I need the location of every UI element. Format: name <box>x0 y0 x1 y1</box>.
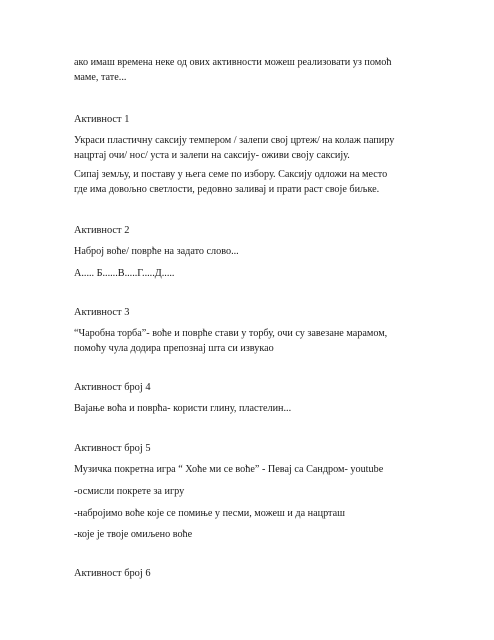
activity-5-line-1: Музичка покретна игра “ Хоће ми се воће” - Певај са Сандром- youtube <box>74 464 384 475</box>
activity-2-line-2: А..... Б......В.....Г.....Д..... <box>74 268 175 279</box>
activity-2-line-1: Наброј воће/ поврће на задато слово... <box>74 246 239 257</box>
activity-3-line-2: помоћу чула додира препознај шта си извукао <box>74 342 274 354</box>
activity-1-paragraph-1 <box>74 134 446 163</box>
activity-3-line-1: “Чаробна торба”- воће и поврће стави у торбу, очи су завезане марамом, <box>74 328 388 339</box>
activity-6-heading: Активност број 6 <box>74 568 151 579</box>
activity-1-p1-line-1: Украси пластичну саксију темпером / залепи свој цртеж/ на колаж папиру <box>74 135 395 146</box>
activity-4-heading: Активност број 4 <box>74 382 151 393</box>
activity-5-line-3: -набројимо воће које се помиње у песми, можеш и да нацрташ <box>74 508 345 519</box>
activity-1-p1-line-2: нацртај очи/ нос/ уста и залепи на саксију- оживи своју саксију. <box>74 149 350 161</box>
activity-2-heading: Активност 2 <box>74 225 130 236</box>
intro-line-1: ако имаш времена неке од ових активности можеш реализовати уз помоћ <box>74 57 392 68</box>
activity-5-line-2: -осмисли покрете за игру <box>74 486 185 497</box>
activity-1-paragraph-2 <box>74 168 446 197</box>
activity-5-line-4: -које је твоје омиљено воће <box>74 529 193 540</box>
activity-1-p2-line-1: Сипај земљу, и поставу у њега семе по избору. Саксију одложи на место <box>74 169 388 180</box>
activity-1-p2-line-2: где има довољно светлости, редовно заливај и прати раст своје биљке. <box>74 183 380 195</box>
activity-1-heading: Активност 1 <box>74 114 130 125</box>
intro-paragraph <box>74 56 446 85</box>
activity-3-paragraph <box>74 327 446 356</box>
intro-line-2: маме, тате... <box>74 71 127 83</box>
activity-5-heading: Активност број 5 <box>74 443 151 454</box>
activity-3-heading: Активност 3 <box>74 307 130 318</box>
activity-4-line-1: Вајање воћа и поврћа- користи глину, пластелин... <box>74 403 292 414</box>
